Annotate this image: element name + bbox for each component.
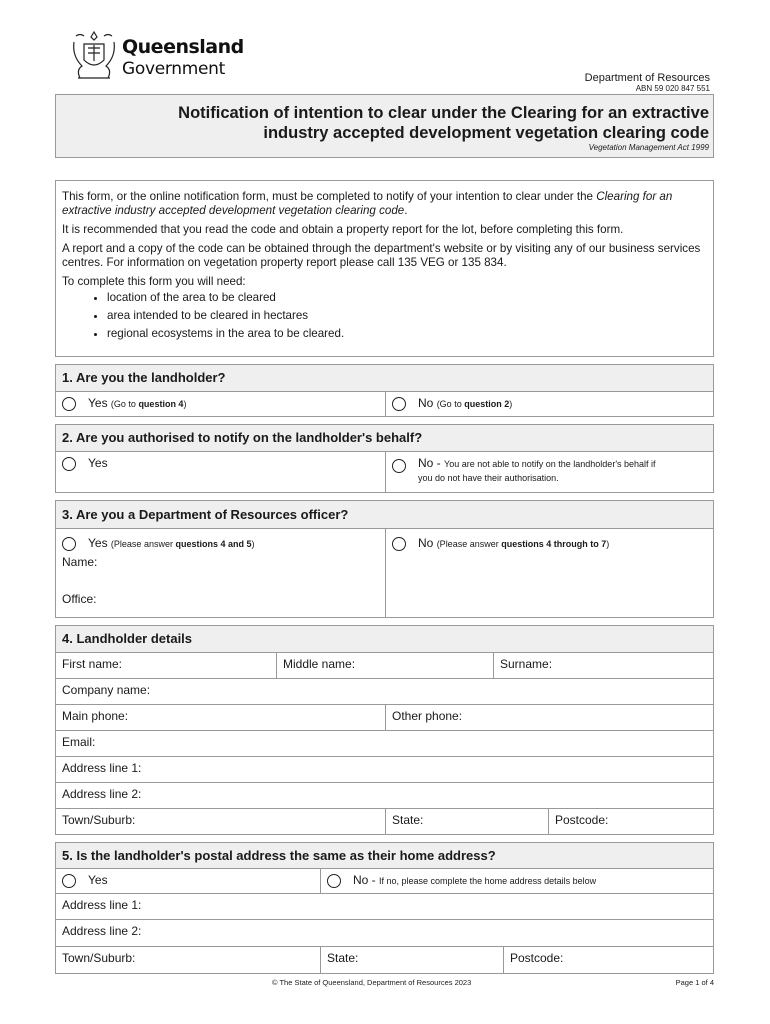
intro-box [55, 180, 714, 357]
department-block [585, 72, 710, 93]
email-field[interactable]: Email: [55, 730, 714, 757]
postal-town-suburb-field[interactable]: Town/Suburb: [55, 946, 321, 974]
postcode-field[interactable]: Postcode: [548, 808, 714, 835]
q1-yes-cell: Yes (Go to question 4) [55, 391, 386, 417]
logo-line2: Government [122, 59, 226, 79]
question-4-heading: 4. Landholder details [55, 625, 714, 653]
q3-yes-cell: Yes (Please answer questions 4 and 5) Name: Office: [55, 528, 386, 618]
act-reference: Vegetation Management Act 1999 [588, 143, 709, 152]
intro-paragraph-2: It is recommended that you read the code and obtain a property report for the lot, before completing this form. [62, 223, 624, 236]
q3-no-cell: No (Please answer questions 4 through to 7) [385, 528, 714, 618]
form-title-line1: Notification of intention to clear under the Clearing for an extractive [178, 104, 709, 122]
surname-field[interactable]: Surname: [493, 652, 714, 679]
q3-yes-radio[interactable] [62, 537, 76, 551]
officer-name-field[interactable]: Name: [62, 554, 98, 569]
q5-no-radio[interactable] [327, 874, 341, 888]
abn: ABN 59 020 847 551 [635, 84, 710, 93]
title-box [55, 94, 714, 158]
form-title [178, 103, 709, 143]
list-item: • regional ecosystems in the area to be cleared. [107, 327, 707, 341]
q1-no-radio[interactable] [392, 397, 406, 411]
question-2-heading: 2. Are you authorised to notify on the landholder's behalf? [55, 424, 714, 452]
q1-yes-radio[interactable] [62, 397, 76, 411]
intro-paragraph-1: This form, or the online notification form, must be completed to notify of your intention to clear under the Clearing for an extractive industry accepted development vegetation clearing code. [62, 190, 673, 217]
q3-no-radio[interactable] [392, 537, 406, 551]
postal-postcode-field[interactable]: Postcode: [503, 946, 714, 974]
q5-yes-cell: Yes [55, 868, 321, 894]
intro-paragraph-3: A report and a copy of the code can be obtained through the department's website or by visiting any of our business services centres. For information on vegetation property report please call 135 VEG or 135 834. [62, 242, 701, 269]
postal-address-line-2-field[interactable]: Address line 2: [55, 919, 714, 947]
question-1-heading: 1. Are you the landholder? [55, 364, 714, 392]
department-name: Department of Resources [584, 72, 710, 84]
middle-name-field[interactable]: Middle name: [276, 652, 494, 679]
q2-no-cell: No - You are not able to notify on the landholder's behalf if you do not have their authorisation. [385, 451, 714, 493]
main-phone-field[interactable]: Main phone: [55, 704, 386, 731]
coat-of-arms-icon [70, 28, 118, 84]
queensland-government-logo [70, 28, 244, 84]
q1-no-cell: No (Go to question 2) [385, 391, 714, 417]
address-line-2-field[interactable]: Address line 2: [55, 782, 714, 809]
intro-paragraph-4: To complete this form you will need: [62, 275, 246, 288]
list-item: • area intended to be cleared in hectares [107, 309, 707, 323]
q5-no-cell: No - If no, please complete the home address details below [320, 868, 714, 894]
other-phone-field[interactable]: Other phone: [385, 704, 714, 731]
question-5-heading: 5. Is the landholder's postal address the same as their home address? [55, 842, 714, 869]
state-field[interactable]: State: [385, 808, 549, 835]
first-name-field[interactable]: First name: [55, 652, 277, 679]
copyright-notice: © The State of Queensland, Department of Resources 2023 [272, 978, 472, 987]
postal-address-line-1-field[interactable]: Address line 1: [55, 893, 714, 920]
officer-office-field[interactable]: Office: [62, 591, 97, 606]
town-suburb-field[interactable]: Town/Suburb: [55, 808, 386, 835]
q2-no-radio[interactable] [392, 459, 406, 473]
q5-yes-radio[interactable] [62, 874, 76, 888]
requirements-list [62, 291, 707, 341]
q2-yes-radio[interactable] [62, 457, 76, 471]
postal-state-field[interactable]: State: [320, 946, 504, 974]
form-title-line2: industry accepted development vegetation clearing code [263, 124, 709, 142]
company-name-field[interactable]: Company name: [55, 678, 714, 705]
address-line-1-field[interactable]: Address line 1: [55, 756, 714, 783]
question-3-heading: 3. Are you a Department of Resources officer? [55, 500, 714, 529]
q2-yes-cell: Yes [55, 451, 386, 493]
page-number: Page 1 of 4 [675, 978, 714, 987]
list-item: • location of the area to be cleared [107, 291, 707, 305]
logo-line1: Queensland [122, 36, 244, 58]
